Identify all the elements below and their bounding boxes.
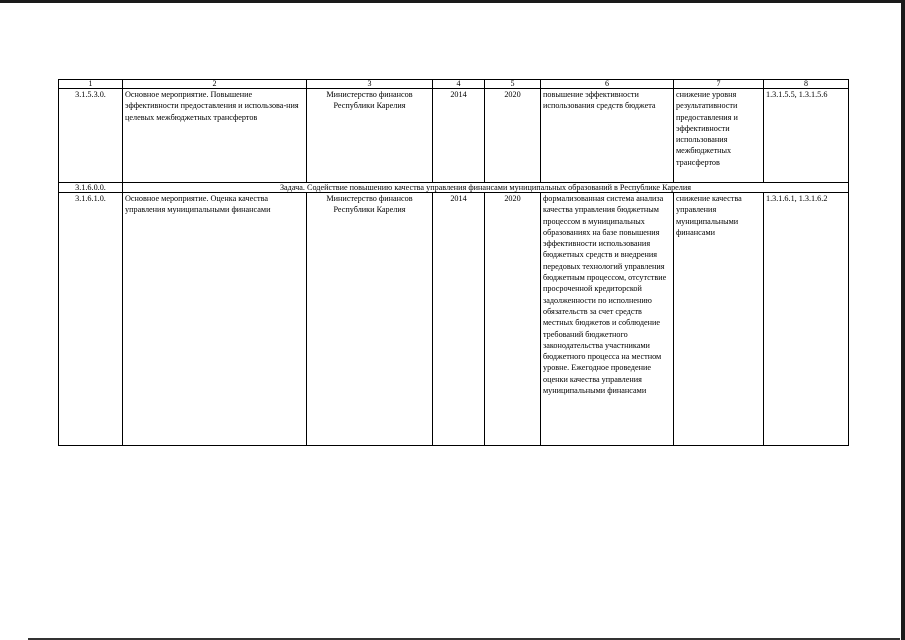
column-number-row bbox=[59, 80, 849, 89]
column-number: 3 bbox=[307, 80, 433, 89]
start-year: 2014 bbox=[433, 193, 485, 446]
non-implementation-consequence: снижение уровня результативности предоставления и эффективности использования межбюджетных трансфертов bbox=[674, 89, 764, 183]
scan-edge-top bbox=[0, 0, 905, 3]
program-measures-table bbox=[58, 79, 849, 446]
executor: Министерство финансов Республики Карелия bbox=[307, 193, 433, 446]
task-title: Задача. Содействие повышению качества управления финансами муниципальных образований в Республике Карелия bbox=[123, 183, 849, 193]
column-number: 2 bbox=[123, 80, 307, 89]
executor: Министерство финансов Республики Карелия bbox=[307, 89, 433, 183]
column-number: 1 bbox=[59, 80, 123, 89]
expected-result: формализованная система анализа качества управления бюджетным процессом в муниципальных образованиях на базе повышения эффективности использования бюджетных средств и внедрения передовых технологий управления бюджетным процессом, отсутствие просроченной кредиторской задолженности по исполнению обязательств за счет средств местных бюджетов и соблюдение требований бюджетного законодательства участниками бюджетного процесса на местном уровне. Ежегодное проведение оценки качества управления муниципальными финансами bbox=[541, 193, 674, 446]
indicator-link: 1.3.1.5.5, 1.3.1.5.6 bbox=[764, 89, 849, 183]
task-row bbox=[59, 183, 849, 193]
start-year: 2014 bbox=[433, 89, 485, 183]
task-code: 3.1.6.0.0. bbox=[59, 183, 123, 193]
table-row bbox=[59, 89, 849, 183]
end-year: 2020 bbox=[485, 193, 541, 446]
column-number: 4 bbox=[433, 80, 485, 89]
measure-code: 3.1.5.3.0. bbox=[59, 89, 123, 183]
end-year: 2020 bbox=[485, 89, 541, 183]
non-implementation-consequence: снижение качества управления муниципальными финансами bbox=[674, 193, 764, 446]
column-number: 8 bbox=[764, 80, 849, 89]
measure-name: Основное мероприятие. Повышение эффективности предоставления и использова-ния целевых межбюджетных трансфертов bbox=[123, 89, 307, 183]
indicator-link: 1.3.1.6.1, 1.3.1.6.2 bbox=[764, 193, 849, 446]
column-number: 6 bbox=[541, 80, 674, 89]
expected-result: повышение эффективности использования средств бюджета bbox=[541, 89, 674, 183]
column-number: 7 bbox=[674, 80, 764, 89]
column-number: 5 bbox=[485, 80, 541, 89]
table-row bbox=[59, 193, 849, 446]
measure-code: 3.1.6.1.0. bbox=[59, 193, 123, 446]
scan-edge-right bbox=[901, 0, 905, 640]
measure-name: Основное мероприятие. Оценка качества управления муниципальными финансами bbox=[123, 193, 307, 446]
